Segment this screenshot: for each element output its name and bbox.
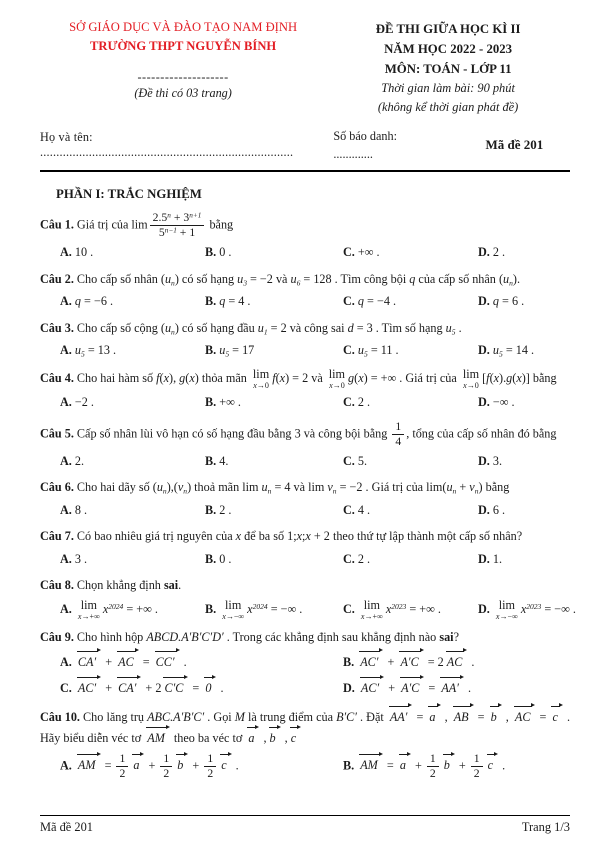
question-5-option-b: B. 4. [205,453,229,468]
question-8 [40,576,576,622]
question-4-options [40,393,570,413]
question-7-stem: Câu 7. Có bao nhiêu giá trị nguyên của x để ba số 1;x;x + 2 theo thứ tự lập thành một cấp số nhân? [40,529,523,544]
exam-header [40,20,570,117]
question-4-option-c: C. 2 . [343,395,371,410]
question-9-stem: Câu 9. Cho hình hộp ABCD.A′B′C′D′ . Trong các khẳng định sau khẳng định nào sai? [40,630,459,645]
question-8-option-b: B. lim x→−∞ $x^{2024}$ = −∞ . [205,597,303,622]
footer-exam-code: Mã đề 201 [40,820,93,834]
question-2-option-b: B. q = 4 . [205,294,251,309]
question-1-option-b: B. 0 . [205,245,232,260]
question-3-option-a: A. $u_5 = 13$ . [60,343,117,359]
question-6-option-b: B. 2 . [205,502,232,517]
question-6-option-a: A. 8 . [60,502,88,517]
question-2-option-d: D. q = 6 . [478,294,525,309]
pages-note: (Đề thi có 03 trang) [134,86,232,100]
question-10 [40,706,570,781]
footer-page-number: Trang 1/3 [521,820,570,834]
student-id-label: Số báo danh: [333,128,397,143]
question-7 [40,527,570,569]
student-name-field: Họ và tên: .............................................................................. [40,130,294,159]
exam-title: ĐỀ THI GIỮA HỌC KÌ II [375,22,521,36]
question-2-stem: Câu 2. Cho cấp số nhân $(u_n)$ có số hạng $u_3 = -2$ và $u_6 = 128$ . Tìm công bội q của cấp số nhân $(u_n)$. [40,271,520,288]
question-1-options [40,243,570,263]
question-3 [40,319,570,361]
question-3-option-c: C. $u_5 = 11$ . [343,343,399,359]
question-5-option-d: D. 3. [478,453,503,468]
duration-note: (không kể thời gian phát đề) [377,100,519,115]
divider-dashes: -------------------- [137,70,229,84]
question-1-option-c: C. +∞ . [343,245,380,260]
duration-line: Thời gian làm bài: 90 phút [381,81,515,96]
question-1-option-a: A. 10 . [60,245,94,260]
subject-line: MÔN: TOÁN - LỚP 11 [384,61,512,76]
question-5-options [40,452,570,472]
question-3-stem: Câu 3. Cho cấp số cộng $(u_n)$ có số hạng đầu $u_1 = 2$ và công sai d = 3 . Tìm số hạng $u_5$ . [40,320,462,337]
question-1-stem: Câu 1. Giá trị của lim $\frac{2.5^n + 3^{n+1}}{5^{n-1} + 1}$ bằng [40,211,234,240]
question-4-stem: Câu 4. Cho hai hàm số f(x), g(x) thỏa mãn lim x→0 f(x) = 2 và lim x→0 g(x) = +∞ . Giá trị của lim x→0 [f(x).g(x)] bằng [40,367,557,391]
question-3-options [40,341,570,361]
question-1-option-d: D. 2 . [478,245,506,260]
question-9-option-d: D. AC′ + A′C = AA′ . [343,677,570,699]
question-2-option-a: A. q = −6 . [60,294,114,309]
question-2 [40,270,570,312]
question-5-stem: Câu 5. Cấp số nhân lùi vô hạn có số hạng đầu bằng 3 và công bội bằng $\frac{1}{4}$ , tổng của cấp số nhân đó bằng [40,419,557,448]
question-10-option-b: B. AM = a + $\frac{1}{2}$ b + $\frac{1}{2}$ c . [343,751,506,780]
school-name: TRƯỜNG THPT NGUYỄN BÍNH [89,39,277,53]
question-10-options [40,752,570,781]
school-year: NĂM HỌC 2022 - 2023 [384,41,513,56]
question-6-options [40,501,570,521]
student-info-row [40,127,570,164]
question-6-stem: Câu 6. Cho hai dãy số $(u_n),(v_n)$ thoả mãn $\lim u_n = 4$ và $\lim v_n = -2$ . Giá trị của $\lim(u_n + v_n)$ bằng [40,480,510,496]
question-8-option-d: D. lim x→−∞ $x^{2023}$ = −∞ . [478,597,576,622]
question-8-option-c: C. lim x→+∞ $x^{2023}$ = +∞ . [343,597,441,622]
question-4-option-d: D. −∞ . [478,395,515,410]
question-7-options [40,550,570,570]
student-id-field [333,127,458,164]
question-2-options [40,292,570,312]
question-6 [40,478,570,520]
question-5-option-a: A. 2. [60,453,85,468]
question-4-option-a: A. −2 . [60,395,94,410]
page-footer [40,815,570,835]
question-8-options [40,597,576,622]
question-5 [40,420,570,472]
question-4-option-b: B. +∞ . [205,395,241,410]
question-2-option-c: C. q = −4 . [343,294,397,309]
header-separator [40,170,570,172]
question-6-option-d: D. 6 . [478,502,506,517]
question-7-option-d: D. 1. [478,551,503,566]
question-5-option-c: C. 5. [343,453,368,468]
department-name: SỞ GIÁO DỤC VÀ ĐÀO TẠO NAM ĐỊNH [69,20,298,34]
question-10-stem: Câu 10. Cho lăng trụ ABC.A′B′C′ . Gọi M là trung điểm của B′C′ . Đặt AA′ = a , AB = b , AC = c . Hãy biểu diễn véc tơ AM theo ba véc tơ a , b , c [40,706,570,749]
header-left [40,20,326,117]
question-9-option-b: B. AC′ + A′C = 2 AC . [343,651,570,673]
question-9-options [40,651,570,699]
question-8-stem: Câu 8. Chọn khẳng định sai. [40,578,182,593]
question-7-option-c: C. 2 . [343,551,371,566]
question-7-option-a: A. 3 . [60,551,88,566]
question-7-option-b: B. 0 . [205,551,232,566]
header-right [326,20,570,117]
question-9-option-c: C. AC′ + CA′ + 2 C′C = 0 . [60,677,343,699]
student-id-dots: ............. [333,147,373,161]
question-9-option-a: A. CA′ + AC = CC′ . [60,651,343,673]
question-10-option-a: A. AM = $\frac{1}{2}$ a + $\frac{1}{2}$ b + $\frac{1}{2}$ c . [60,751,239,780]
section-title: PHẦN I: TRẮC NGHIỆM [56,187,202,202]
exam-code-badge: Mã đề 201 [485,137,544,152]
question-4 [40,368,570,413]
question-6-option-c: C. 4 . [343,502,371,517]
question-3-option-d: D. $u_5 = 14$ . [478,343,535,359]
question-1 [40,211,570,263]
question-8-option-a: A. lim x→+∞ $x^{2024}$ = +∞ . [60,597,158,622]
question-3-option-b: B. $u_5 = 17$ [205,343,255,359]
question-9 [40,628,570,699]
